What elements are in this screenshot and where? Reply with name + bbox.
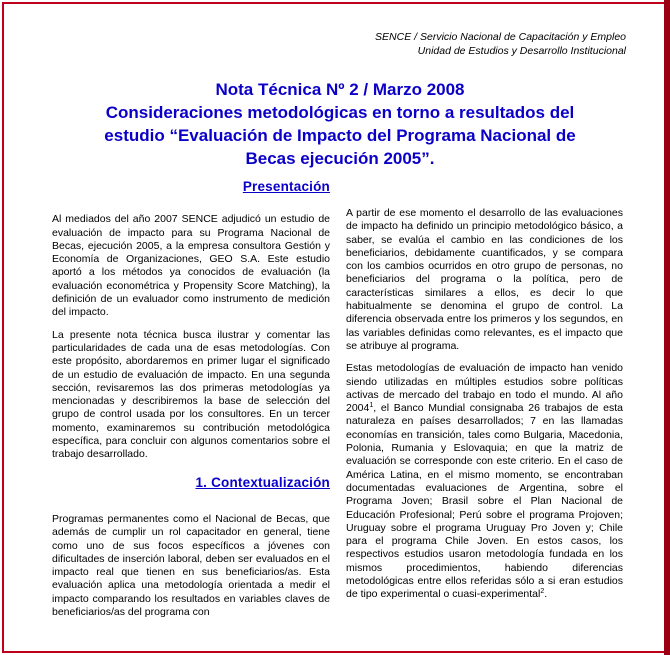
- heading-presentacion: Presentación: [242, 179, 330, 194]
- document-header: [375, 30, 626, 58]
- header-line-2: Unidad de Estudios y Desarrollo Institucional: [417, 45, 626, 57]
- footnote-ref-2[interactable]: 2: [540, 588, 545, 596]
- heading-contextualizacion: 1. Contextualización: [195, 474, 330, 490]
- left-column: [52, 180, 330, 628]
- paragraph-right-1: A partir de ese momento el desarrollo de las evaluaciones de impacto ha definido un principio metodológico básico, a saber, se evalúa el cambio en las condiciones de los beneficiarios, debidamente cuantificados, y se compara con los cambios ocurridos en otro grupo de personas, no beneficiarios del programa o la política, pero de características similares a ellos, es decir lo que habitualmente se denomina el grupo de control. La diferencia observada entre los primeros y los segundos, en las variables definidas como relevantes, es el impacto que se atribuye al programa.: [346, 207, 623, 352]
- title-line-3: estudio “Evaluación de Impacto del Programa Nacional de: [104, 126, 576, 145]
- header-line-1: SENCE / Servicio Nacional de Capacitación y Empleo: [375, 31, 626, 43]
- footnote-ref-1[interactable]: 1: [369, 402, 374, 410]
- title-line-2: Consideraciones metodológicas en torno a resultados del: [105, 103, 575, 122]
- title-line-1: Nota Técnica Nº 2 / Marzo 2008: [215, 80, 465, 99]
- paragraph-right-2: [346, 362, 623, 601]
- right-column: [346, 207, 623, 611]
- paragraph-right-2-part-b: , el Banco Mundial consignaba 26 trabajos de esta naturaleza en países desarrollados; 7 en las llamadas economías en transición, tales como Bulgaria, Macedonia, Polonia, Rumania y Eslovaquia; en que la matriz de evaluación se corresponde con este criterio. En el caso de América Latina, en el mismo momento, se encontraban documentadas evaluaciones de Argentina, sobre el Programa Joven; Brasil sobre el Plan Nacional de Educación Profesional; Perú sobre el programa Projoven; Uruguay sobre el programa Uruguay Pro Joven y; Chile para el programa Chile Joven. En estos casos, los respectivos estudios usaron metodología fundada en los mismos procedimientos, habiendo diferencias metodológicas entre ellos referidas sólo a si eran estudios de tipo experimental o cuasi-experimental: [346, 402, 623, 601]
- paragraph-right-2-part-a: Estas metodologías de evaluación de impacto han venido siendo utilizadas en múltiples estudios sobre políticas activas de mercado del trabajo en todo el mundo. Al año 2004: [346, 362, 623, 415]
- document-title: [60, 78, 620, 170]
- paragraph-right-2-part-c: .: [544, 588, 548, 601]
- title-line-4: Becas ejecución 2005”.: [245, 149, 435, 168]
- paragraph-presentacion-1: Al mediados del año 2007 SENCE adjudicó un estudio de evaluación de impacto para su Programa Nacional de Becas, ejecución 2005, a la empresa consultora Gestión y Economía de Organizaciones, GEO S.A. Este estudio aportó a los métodos ya conocidos de evaluación (la evaluación econométrica y Propensity Score Matching), la definición de un evaluador como instrumento de medición del impacto.: [52, 213, 330, 319]
- paragraph-presentacion-2: La presente nota técnica busca ilustrar y comentar las particularidades de cada una de esas metodologías. Con este propósito, abordaremos en primer lugar el significado de un estudio de evaluación de impacto. En una segunda sección, revisaremos las dos primeras metodologías ya mencionadas y describiremos la base de selección del grupo de control usada por los consultores. En un tercer momento, examinaremos su contribución metodológica específica, para concluir con algunos comentarios sobre el trabajo desarrollado.: [52, 328, 330, 461]
- page-edge: [664, 0, 670, 655]
- paragraph-contextualizacion-1: Programas permanentes como el Nacional de Becas, que además de cumplir un rol capacitador en general, tiene como uno de sus focos específicos a jóvenes con dificultades de inserción laboral, deben ser evaluados en el impacto real que tienen en sus beneficiarios/as. Esta evaluación aplica una metodología orientada a medir el impacto comparando los resultados en variables claves de beneficiarios/as del programa con: [52, 512, 330, 619]
